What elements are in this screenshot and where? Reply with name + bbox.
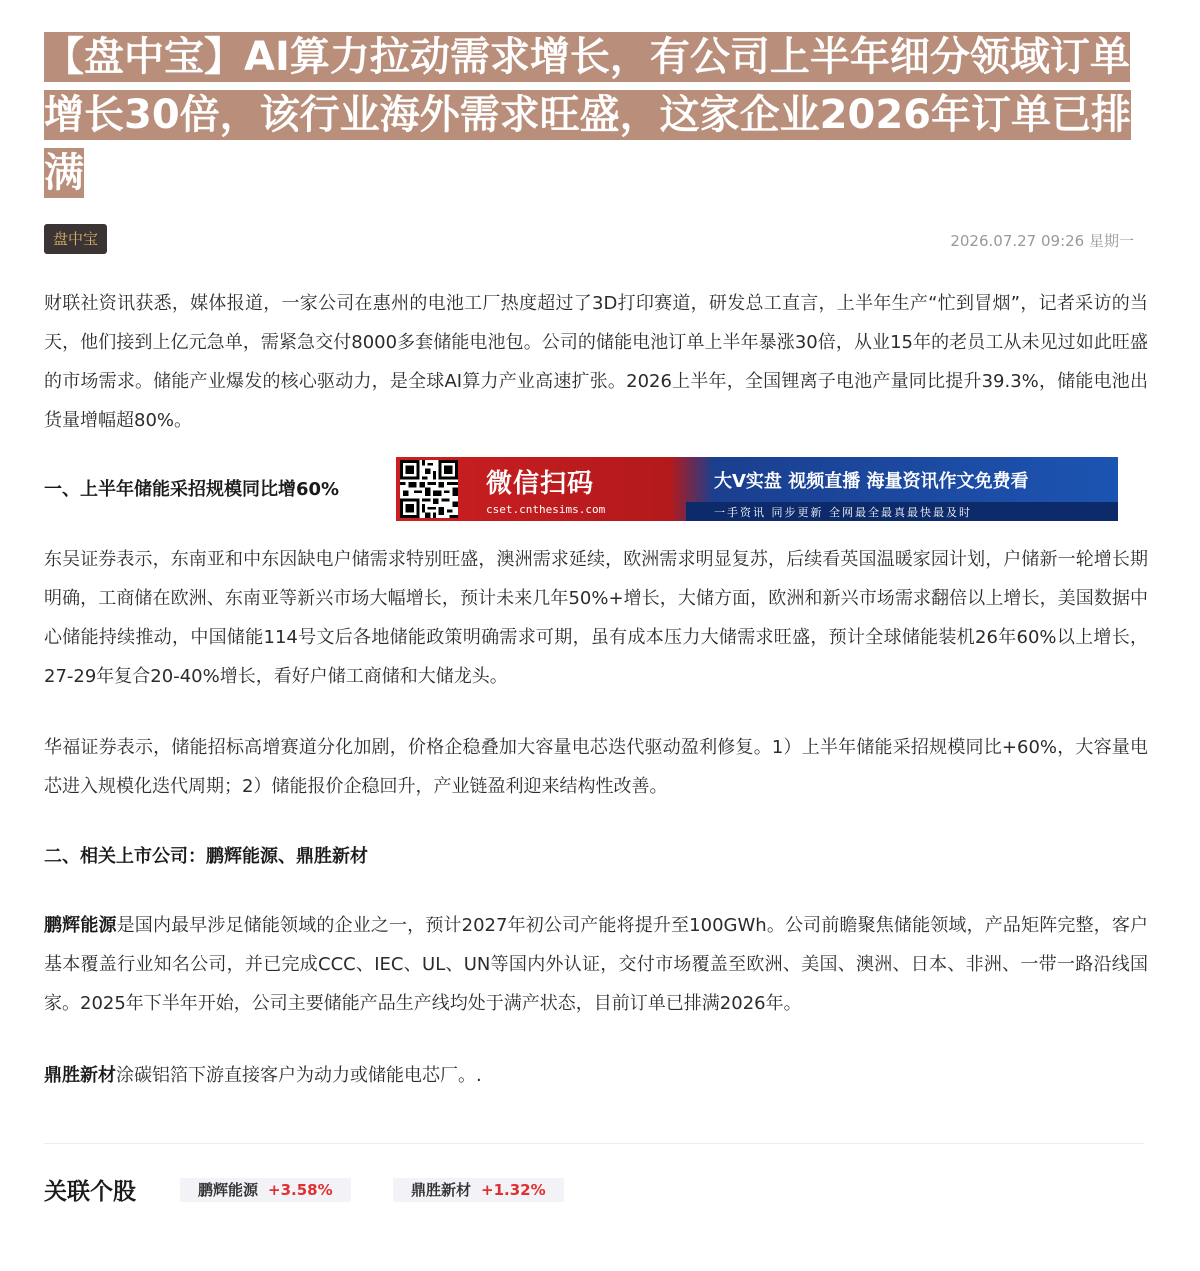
related-stock-item[interactable] [180, 1178, 351, 1202]
company1-paragraph [44, 906, 1148, 1023]
banner-url: cset.cnthesims.com [486, 503, 606, 516]
banner-slogan: 大V实盘 视频直播 海量资讯作文免费看 [714, 471, 1029, 492]
related-stocks-title: 关联个股 [44, 1179, 136, 1205]
stock-change: +1.32% [481, 1181, 546, 1199]
company1-name: 鹏辉能源 [44, 915, 117, 936]
stock-name: 鼎胜新材 [411, 1181, 472, 1199]
intro-paragraph: 财联社资讯获悉，媒体报道，一家公司在惠州的电池工厂热度超过了3D打印赛道，研发总工直言，上半年生产“忙到冒烟”，记者采访的当天，他们接到上亿元急单，需紧急交付8000多套储能电池包。公司的储能电池订单上半年暴涨30倍，从业15年的老员工从未见过如此旺盛的市场需求。储能产业爆发的核心驱动力，是全球AI算力产业高速扩张。2026上半年，全国锂离子电池产量同比提升39.3%，储能电池出货量增幅超80%。 [44, 293, 1148, 431]
company1-text: 是国内最早涉足储能领域的企业之一，预计2027年初公司产能将提升至100GWh。公司前瞻聚焦储能领域，产品矩阵完整，客户基本覆盖行业知名公司，并已完成CCC、IEC、UL、UN等国内外认证，交付市场覆盖至欧洲、美国、澳洲、日本、非洲、一带一路沿线国家。2025年下半年开始，公司主要储能产品生产线均处于满产状态，目前订单已排满2026年。 [44, 915, 1148, 1014]
footer-divider [44, 1143, 1144, 1144]
section-heading-2: 二、相关上市公司：鹏辉能源、鼎胜新材 [44, 846, 368, 867]
related-stock-item[interactable] [393, 1178, 564, 1202]
publish-date: 2026.07.27 09:26 星期一 [950, 232, 1134, 250]
wechat-banner-ad[interactable] [396, 457, 1118, 521]
column-tag[interactable]: 盘中宝 [44, 224, 107, 254]
company2-name: 鼎胜新材 [44, 1065, 116, 1086]
company2-text: 涂碳铝箔下游直接客户为动力或储能电芯厂。. [116, 1065, 482, 1086]
article-title [44, 28, 1148, 202]
stock-change: +3.58% [268, 1181, 333, 1199]
banner-subtitle: 一手资讯 同步更新 全网最全最真最快最及时 [714, 506, 972, 519]
company2-paragraph [44, 1056, 1148, 1095]
dongwu-paragraph: 东吴证券表示，东南亚和中东因缺电户储需求特别旺盛，澳洲需求延续，欧洲需求明显复苏，后续看英国温暖家园计划，户储新一轮增长期明确，工商储在欧洲、东南亚等新兴市场大幅增长，预计未来几年50%+增长，大储方面，欧洲和新兴市场需求翻倍以上增长，美国数据中心储能持续推动，中国储能114号文后各地储能政策明确需求可期，虽有成本压力大储需求旺盛，预计全球储能装机26年60%以上增长，27-29年复合20-40%增长，看好户储工商储和大储龙头。 [44, 549, 1148, 687]
huafu-paragraph: 华福证券表示，储能招标高增赛道分化加剧，价格企稳叠加大容量电芯迭代驱动盈利修复。1）上半年储能采招规模同比+60%，大容量电芯进入规模化迭代周期；2）储能报价企稳回升，产业链盈利迎来结构性改善。 [44, 737, 1148, 797]
article-title-text: 【盘中宝】AI算力拉动需求增长，有公司上半年细分领域订单增长30倍，该行业海外需求旺盛，这家企业2026年订单已排满 [44, 34, 1131, 196]
banner-main-text: 微信扫码 [486, 469, 595, 499]
qr-code-icon [400, 460, 458, 518]
stock-name: 鹏辉能源 [198, 1181, 259, 1199]
section-heading-1: 一、上半年储能采招规模同比增60% [44, 479, 340, 500]
